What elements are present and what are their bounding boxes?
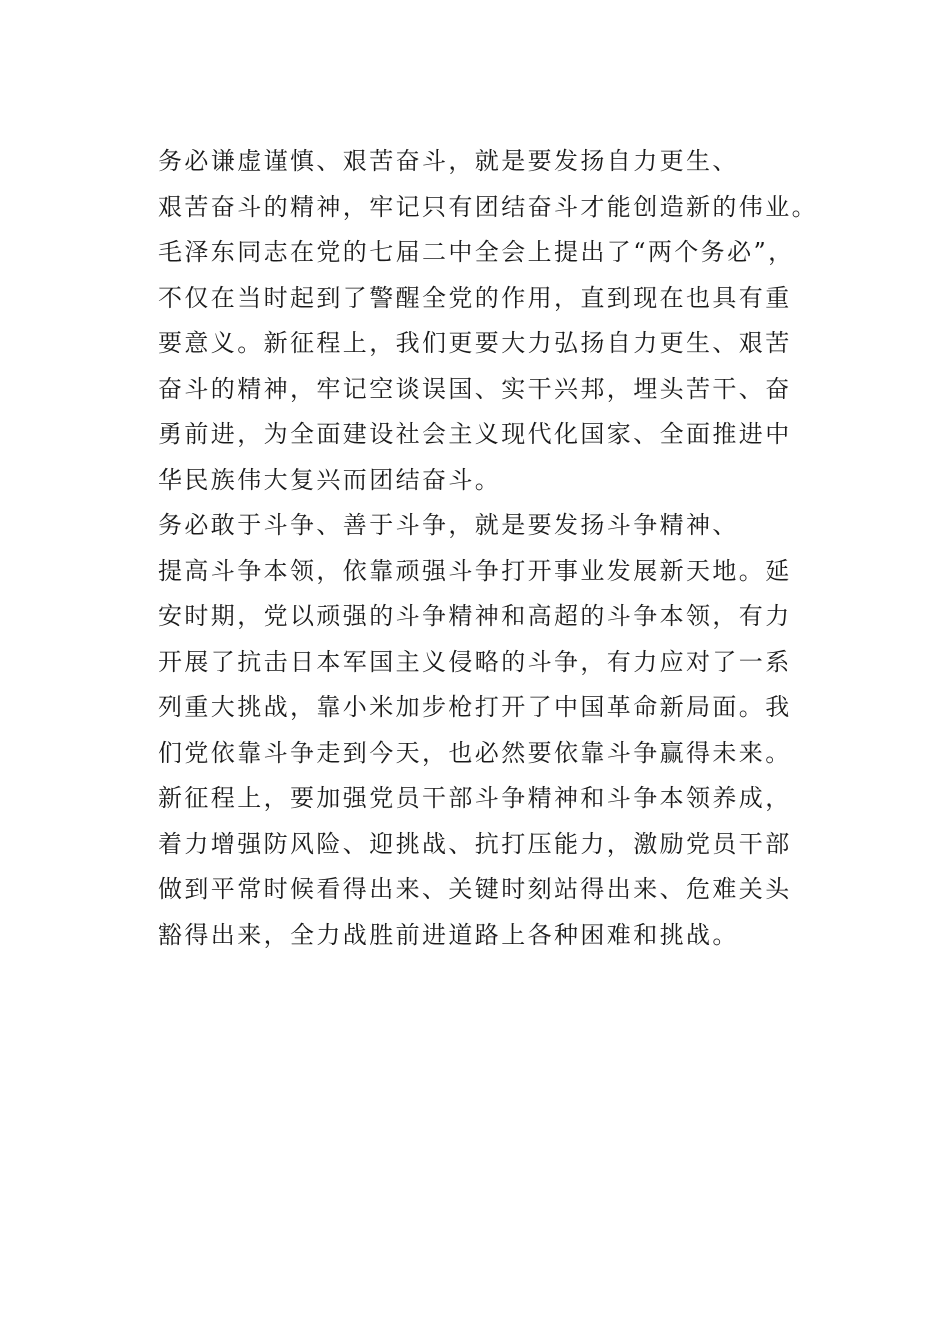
text-line: 要意义。新征程上，我们更要大力弘扬自力更生、艰苦 — [158, 329, 792, 357]
text-line: 着力增强防风险、迎挑战、抗打压能力，激励党员干部 — [158, 829, 792, 858]
text-line: 安时期，党以顽强的斗争精神和高超的斗争本领，有力 — [158, 602, 792, 630]
text-line: 务必谦虚谨慎、艰苦奋斗，就是要发扬自力更生、 — [158, 147, 739, 175]
text-line: 提高斗争本领，依靠顽强斗争打开事业发展新天地。延 — [158, 556, 792, 585]
text-line: 不仅在当时起到了警醒全党的作用，直到现在也具有重 — [158, 283, 792, 312]
text-line: 华民族伟大复兴而团结奋斗。 — [158, 465, 502, 494]
text-line: 新征程上，要加强党员干部斗争精神和斗争本领养成， — [158, 784, 792, 812]
text-line: 艰苦奋斗的精神，牢记只有团结奋斗才能创造新的伟业。 — [158, 192, 818, 221]
text-line: 们党依靠斗争走到今天，也必然要依靠斗争赢得未来。 — [158, 738, 792, 767]
text-line: 毛泽东同志在党的七届二中全会上提出了“两个务必”， — [158, 238, 795, 266]
text-line: 豁得出来，全力战胜前进道路上各种困难和挑战。 — [158, 920, 739, 949]
text-line: 做到平常时候看得出来、关键时刻站得出来、危难关头 — [158, 875, 792, 903]
text-line: 勇前进，为全面建设社会主义现代化国家、全面推进中 — [158, 420, 792, 448]
text-line: 务必敢于斗争、善于斗争，就是要发扬斗争精神、 — [158, 511, 739, 539]
text-line: 列重大挑战，靠小米加步枪打开了中国革命新局面。我 — [158, 693, 792, 721]
body-text — [158, 139, 818, 958]
text-line: 开展了抗击日本军国主义侵略的斗争，有力应对了一系 — [158, 647, 792, 676]
text-line: 奋斗的精神，牢记空谈误国、实干兴邦，埋头苦干、奋 — [158, 374, 792, 403]
